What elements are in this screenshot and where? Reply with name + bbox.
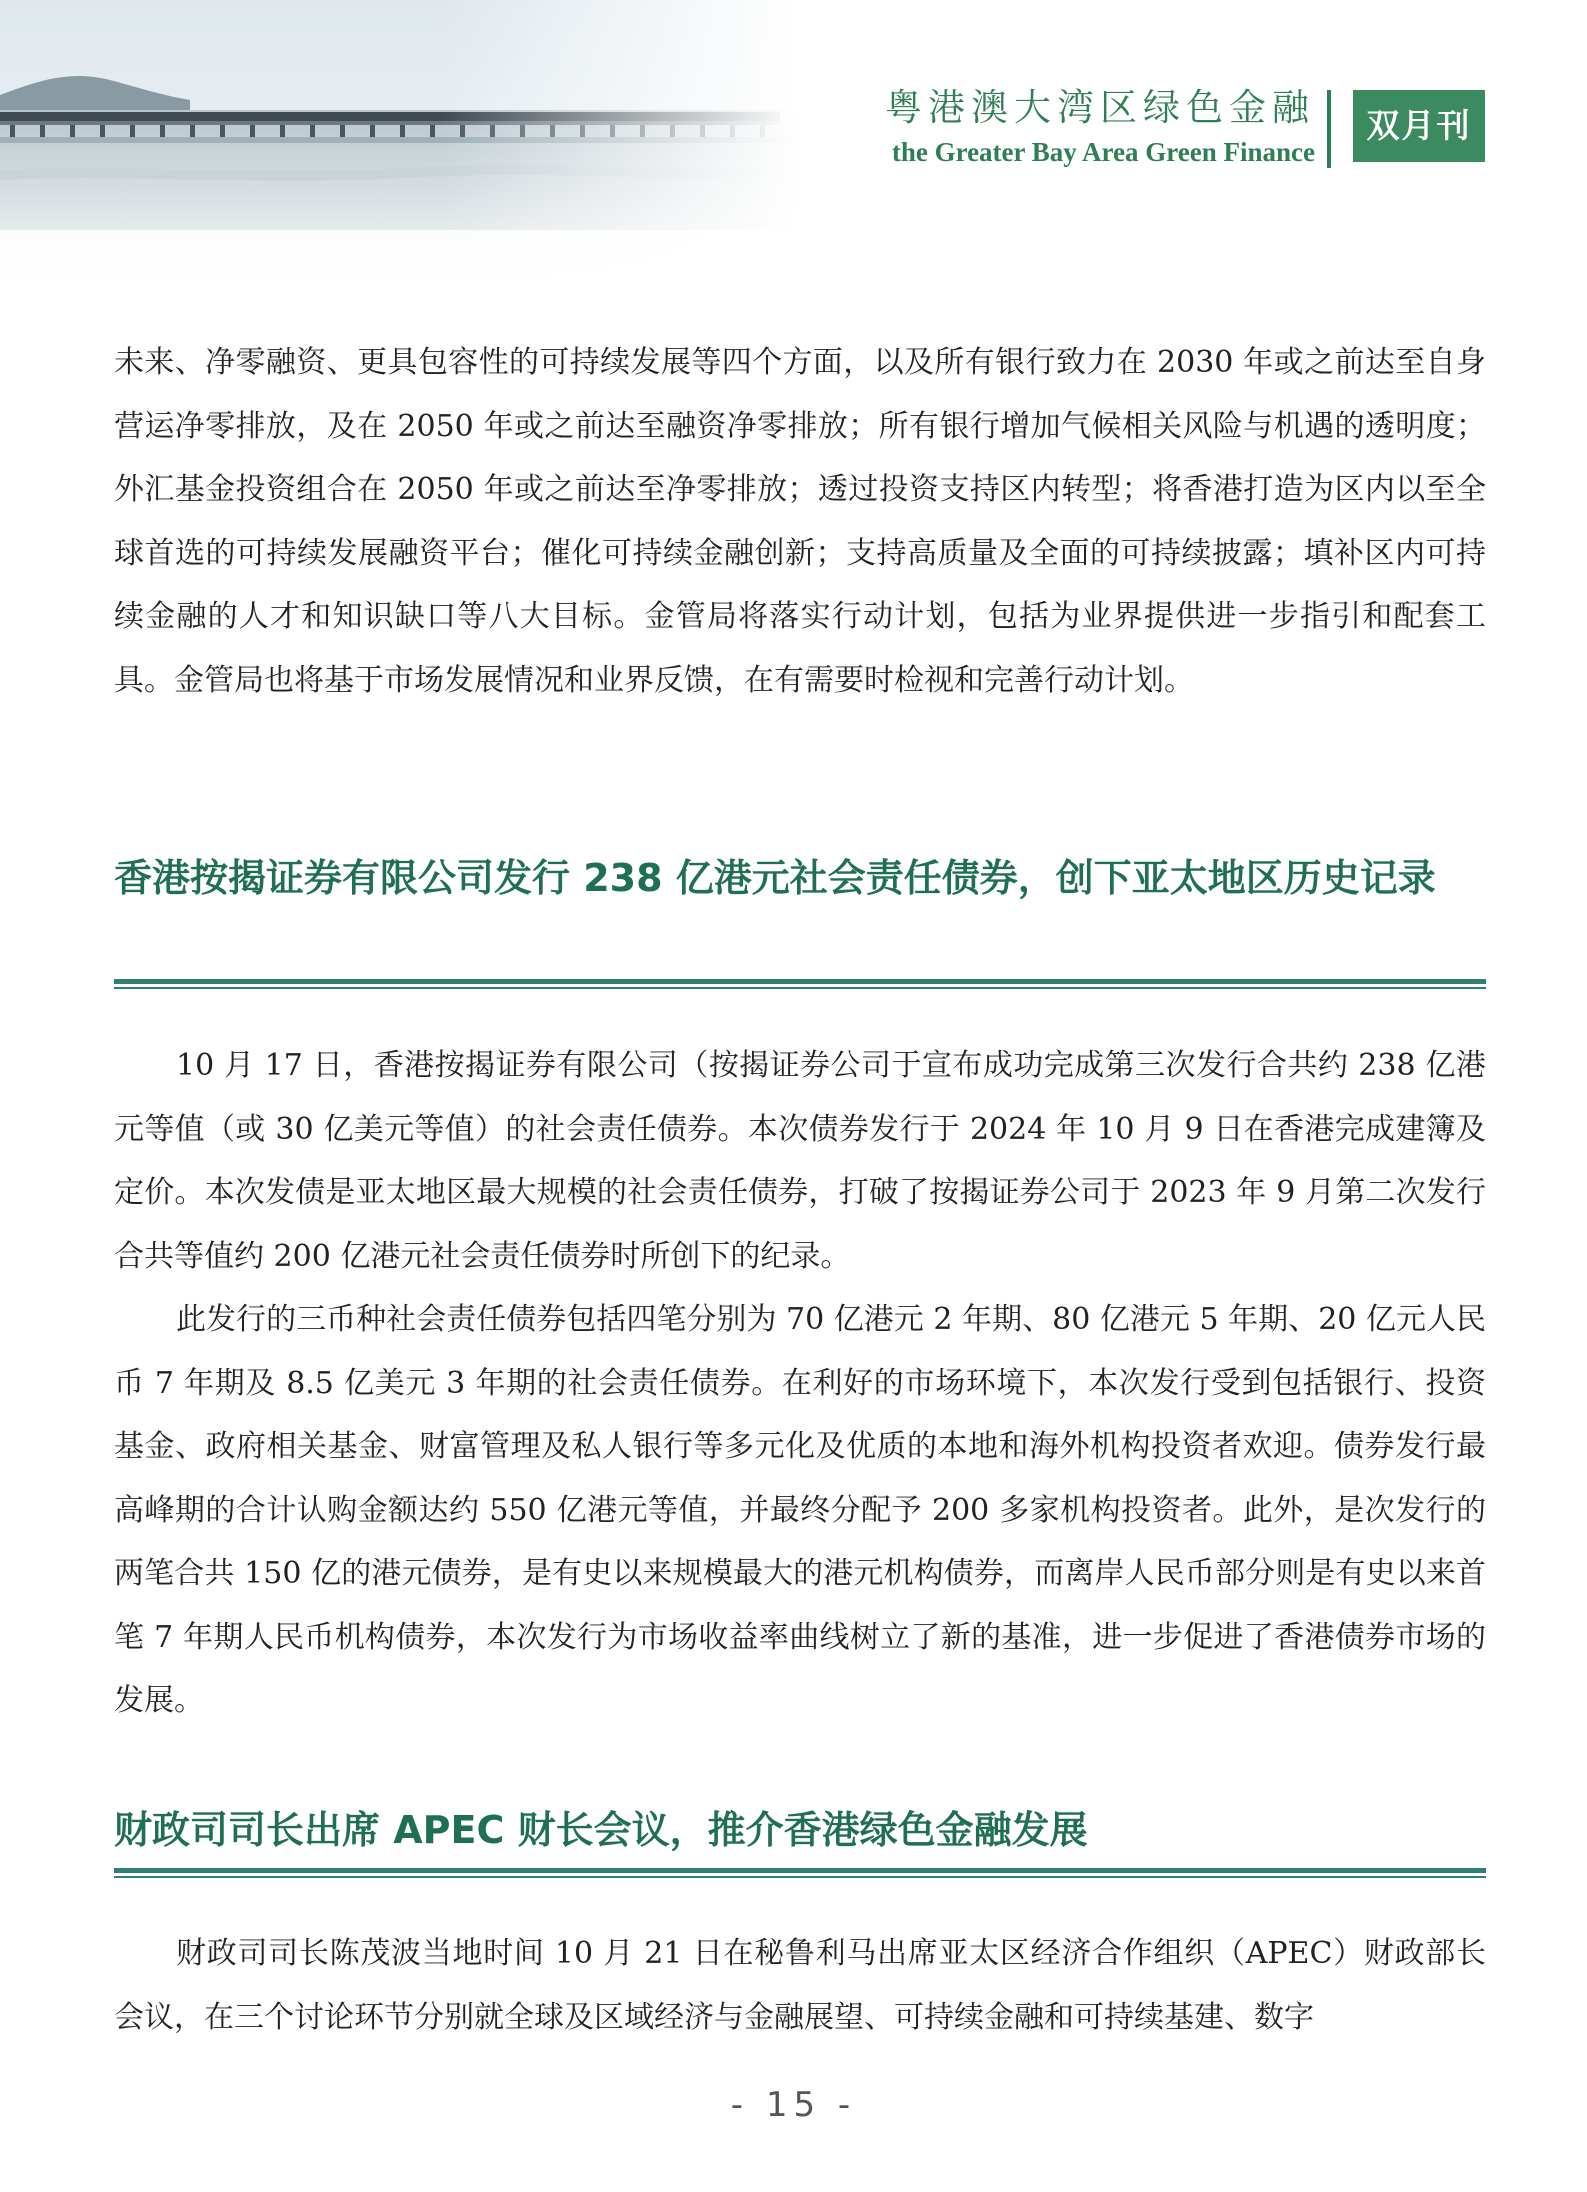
hkmc-paragraph-1: 10 月 17 日，香港按揭证券有限公司（按揭证券公司于宣布成功完成第三次发行合共约 238 亿港元等值（或 30 亿美元等值）的社会责任债券。本次债券发行于 2024 年 10 月 9 日在香港完成建簿及定价。本次发债是亚太地区最大规模的社会责任债券，打破了按揭证券公司于 2023 年 9 月第二次发行合共等值约 200 亿港元社会责任债券时所创下的纪录。 <box>114 1048 1486 1274</box>
section-title-apec: 财政司司长出席 APEC 财长会议，推介香港绿色金融发展 <box>114 1808 1088 1852</box>
hkmc-paragraph-2: 此发行的三币种社会责任债券包括四笔分别为 70 亿港元 2 年期、80 亿港元 5 年期、20 亿元人民币 7 年期及 8.5 亿美元 3 年期的社会责任债券。在利好的市场环境下，本次发行受到包括银行、投资基金、政府相关基金、财富管理及私人银行等多元化及优质的本地和海外机构投资者欢迎。债券发行最高峰期的合计认购金额达约 550 亿港元等值，并最终分配予 200 多家机构投资者。此外，是次发行的两笔合共 150 亿的港元债券，是有史以来规模最大的港元机构债券，而离岸人民币部分则是有史以来首笔 7 年期人民币机构债券，本次发行为市场收益率曲线树立了新的基准，进一步促进了香港债券市场的发展。 <box>114 1302 1486 1718</box>
apec-paragraph-1: 财政司司长陈茂波当地时间 10 月 21 日在秘鲁利马出席亚太区经济合作组织（APEC）财政部长会议，在三个讨论环节分别就全球及区域经济与金融展望、可持续金融和可持续基建、数字 <box>114 1936 1486 2035</box>
section-divider <box>114 1868 1486 1878</box>
header-bridge-image <box>0 0 800 300</box>
magazine-title-cn: 粤港澳大湾区绿色金融 <box>885 86 1315 129</box>
intro-paragraph: 未来、净零融资、更具包容性的可持续发展等四个方面，以及所有银行致力在 2030 年或之前达至自身营运净零排放，及在 2050 年或之前达至融资净零排放；所有银行增加气候相关风险与机遇的透明度；外汇基金投资组合在 2050 年或之前达至净零排放；透过投资支持区内转型；将香港打造为区内以至全球首选的可持续发展融资平台；催化可持续金融创新；支持高质量及全面的可持续披露；填补区内可持续金融的人才和知识缺口等八大目标。金管局将落实行动计划，包括为业界提供进一步指引和配套工具。金管局也将基于市场发展情况和业界反馈，在有需要时检视和完善行动计划。 <box>114 345 1486 698</box>
masthead-divider <box>1327 90 1331 168</box>
masthead <box>855 86 1315 168</box>
magazine-title-en: the Greater Bay Area Green Finance <box>891 137 1315 167</box>
section-divider <box>114 979 1486 989</box>
page-number: - 15 - <box>730 2085 857 2125</box>
bimonthly-badge: 双月刊 <box>1353 90 1485 162</box>
section-title-hkmc-bond: 香港按揭证券有限公司发行 238 亿港元社会责任债券，创下亚太地区历史记录 <box>114 856 1436 900</box>
